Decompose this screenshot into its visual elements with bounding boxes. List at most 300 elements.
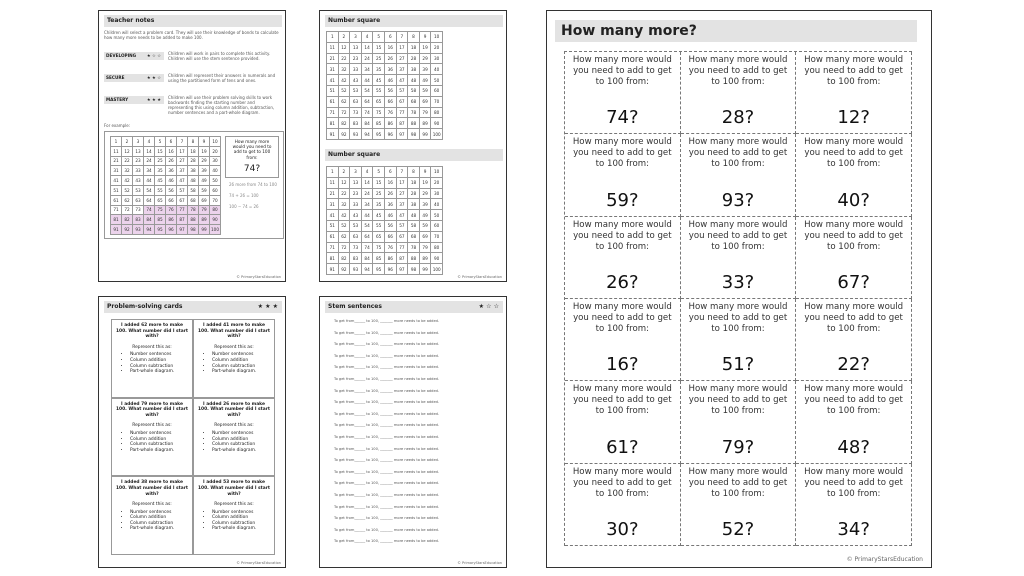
number-cell: 36 <box>166 166 177 176</box>
represent-label: Represent this as: <box>214 502 254 508</box>
question-card[interactable] <box>796 381 912 463</box>
number-cell: 56 <box>385 221 397 232</box>
number-cell: 8 <box>408 32 420 43</box>
question-text: How many more would you need to add to get to 100 from: <box>572 302 672 334</box>
number-cell: 57 <box>397 86 409 97</box>
number-cell: 70 <box>210 196 221 206</box>
question-number: 34? <box>837 519 870 540</box>
number-cell: 8 <box>188 137 199 147</box>
question-number: 16? <box>606 354 639 376</box>
number-cell: 69 <box>420 232 432 243</box>
problem-card[interactable] <box>111 319 193 398</box>
number-cell: 13 <box>350 178 362 189</box>
number-cell: 85 <box>155 215 166 225</box>
question-number: 26? <box>606 272 639 293</box>
number-cell: 42 <box>122 176 133 186</box>
number-cell: 75 <box>373 108 385 119</box>
number-cell: 37 <box>397 64 409 75</box>
number-cell: 34 <box>144 166 155 176</box>
stem-title: Stem sentences <box>328 303 382 310</box>
number-cell: 67 <box>397 232 409 243</box>
representation-item: • Column subtraction <box>212 442 270 448</box>
number-cell: 17 <box>397 178 409 189</box>
question-card[interactable] <box>681 299 797 381</box>
stem-sentence: To get from______ to 100, _______ more needs to be added. <box>334 434 440 439</box>
number-cell: 48 <box>188 176 199 186</box>
number-cell: 15 <box>155 147 166 157</box>
number-cell: 9 <box>199 137 210 147</box>
number-cell: 39 <box>199 166 210 176</box>
example-notes <box>229 182 281 215</box>
number-cell: 92 <box>339 264 351 275</box>
number-cell: 87 <box>397 253 409 264</box>
number-cell: 76 <box>166 206 177 216</box>
number-cell: 85 <box>373 253 385 264</box>
problem-question: I added 26 more to make 100. What number did I start with? <box>198 401 270 418</box>
number-cell: 94 <box>144 225 155 235</box>
number-cell: 40 <box>431 199 443 210</box>
question-text: How many more would you need to add to get to 100 from: <box>572 137 672 170</box>
number-cell: 96 <box>166 225 177 235</box>
stem-sentence: To get from______ to 100, _______ more needs to be added. <box>334 492 440 497</box>
number-cell: 43 <box>350 210 362 221</box>
number-cell: 30 <box>431 189 443 200</box>
number-cell: 93 <box>133 225 144 235</box>
number-cell: 31 <box>327 199 339 210</box>
number-cell: 54 <box>362 86 374 97</box>
question-card[interactable] <box>565 52 681 134</box>
number-cell: 4 <box>144 137 155 147</box>
number-cell: 71 <box>111 206 122 216</box>
represent-label: Represent this as: <box>214 423 254 429</box>
number-cell: 75 <box>155 206 166 216</box>
represent-label: Represent this as: <box>132 344 172 350</box>
number-cell: 60 <box>431 86 443 97</box>
number-cell: 42 <box>339 75 351 86</box>
number-cell: 94 <box>362 129 374 140</box>
level-row <box>104 95 282 117</box>
question-number: 12? <box>837 107 870 129</box>
level-description: Children will work in pairs to complete this activity. Children will use the stem sentence provided. <box>168 51 271 61</box>
question-card-grid <box>564 51 912 546</box>
number-cell: 62 <box>339 97 351 108</box>
number-cell: 15 <box>373 43 385 54</box>
number-cell: 26 <box>385 54 397 65</box>
problem-card-grid <box>111 319 275 555</box>
number-cell: 36 <box>385 64 397 75</box>
number-cell: 40 <box>431 64 443 75</box>
number-cell: 74 <box>362 243 374 254</box>
question-text: How many more would you need to add to get to 100 from: <box>804 219 904 252</box>
problem-card[interactable] <box>193 398 275 477</box>
number-cell: 84 <box>362 118 374 129</box>
question-number: 48? <box>837 436 870 458</box>
example-box <box>104 131 284 239</box>
representation-item: • Part-whole diagram. <box>212 369 270 375</box>
number-cell: 38 <box>408 64 420 75</box>
question-card[interactable] <box>565 381 681 463</box>
number-cell: 15 <box>373 178 385 189</box>
number-cell: 88 <box>408 253 420 264</box>
number-cell: 6 <box>385 167 397 178</box>
number-cell: 24 <box>144 157 155 167</box>
represent-label: Represent this as: <box>214 344 254 350</box>
question-text: How many more would you need to add to get to 100 from: <box>572 55 672 87</box>
number-cell: 3 <box>350 167 362 178</box>
number-cell: 28 <box>408 189 420 200</box>
number-cell: 76 <box>385 108 397 119</box>
question-number: 52? <box>721 519 755 540</box>
number-cell: 49 <box>420 210 432 221</box>
question-text: How many more would you need to add to get to 100 from: <box>572 466 672 499</box>
number-cell: 73 <box>133 206 144 216</box>
question-number: 30? <box>606 519 639 540</box>
number-cell: 64 <box>362 97 374 108</box>
number-cell: 85 <box>373 118 385 129</box>
number-cell: 1 <box>111 137 122 147</box>
number-cell: 20 <box>210 147 221 157</box>
representation-item: • Number sentences <box>212 510 270 516</box>
number-cell: 10 <box>431 167 443 178</box>
number-cell: 11 <box>327 178 339 189</box>
stem-sentence: To get from______ to 100, _______ more needs to be added. <box>334 516 440 521</box>
problem-card[interactable] <box>193 476 275 555</box>
number-cell: 33 <box>133 166 144 176</box>
stem-sentence: To get from______ to 100, _______ more needs to be added. <box>334 423 440 428</box>
number-cell: 44 <box>362 75 374 86</box>
number-cell: 7 <box>397 167 409 178</box>
number-cell: 95 <box>373 129 385 140</box>
number-cell: 88 <box>188 215 199 225</box>
problem-question: I added 53 more to make 100. What number did I start with? <box>198 480 270 497</box>
number-cell: 65 <box>373 232 385 243</box>
number-cell: 79 <box>420 243 432 254</box>
number-cell: 10 <box>210 137 221 147</box>
number-cell: 13 <box>133 147 144 157</box>
number-cell: 19 <box>420 178 432 189</box>
number-cell: 79 <box>420 108 432 119</box>
stem-sentence: To get from______ to 100, _______ more needs to be added. <box>334 469 440 474</box>
number-cell: 76 <box>385 243 397 254</box>
number-cell: 10 <box>431 32 443 43</box>
question-number: 51? <box>721 354 755 376</box>
number-cell: 60 <box>431 221 443 232</box>
question-text: How many more would you need to add to get to 100 from: <box>804 384 904 417</box>
representation-item: • Number sentences <box>212 352 270 358</box>
number-cell: 84 <box>362 253 374 264</box>
number-cell: 44 <box>362 210 374 221</box>
number-cell: 25 <box>373 189 385 200</box>
number-cell: 78 <box>408 243 420 254</box>
number-cell: 55 <box>373 221 385 232</box>
representation-item: • Part-whole diagram. <box>212 448 270 454</box>
question-number: 59? <box>606 189 639 211</box>
question-number: 61? <box>606 436 639 458</box>
number-cell: 43 <box>350 75 362 86</box>
number-cell: 14 <box>144 147 155 157</box>
number-cell: 100 <box>431 264 443 275</box>
level-badge <box>104 52 164 60</box>
question-card[interactable] <box>681 52 797 134</box>
number-cell: 35 <box>373 64 385 75</box>
number-square-sheet[interactable] <box>319 10 507 282</box>
number-cell: 78 <box>408 108 420 119</box>
number-cell: 3 <box>133 137 144 147</box>
number-cell: 51 <box>327 86 339 97</box>
question-text: How many more would you need to add to get to 100 from: <box>688 137 788 170</box>
sheet-title: Teacher notes <box>104 15 282 27</box>
number-cell: 93 <box>350 129 362 140</box>
number-cell: 30 <box>431 54 443 65</box>
number-cell: 98 <box>408 264 420 275</box>
number-cell: 80 <box>431 243 443 254</box>
number-cell: 63 <box>350 97 362 108</box>
problem-cards-title: Problem-solving cards <box>107 303 183 310</box>
number-cell: 47 <box>397 210 409 221</box>
stem-sentence: To get from______ to 100, _______ more needs to be added. <box>334 539 440 544</box>
number-cell: 86 <box>166 215 177 225</box>
question-card[interactable] <box>681 464 797 546</box>
number-cell: 77 <box>177 206 188 216</box>
question-card[interactable] <box>796 134 912 216</box>
number-cell: 98 <box>188 225 199 235</box>
stem-sentences-sheet[interactable] <box>319 296 507 568</box>
question-card[interactable] <box>796 299 912 381</box>
number-cell: 39 <box>420 64 432 75</box>
number-cell: 2 <box>122 137 133 147</box>
question-card[interactable] <box>565 464 681 546</box>
number-cell: 72 <box>339 243 351 254</box>
number-cell: 18 <box>408 43 420 54</box>
stem-sentence: To get from______ to 100, _______ more needs to be added. <box>334 481 440 486</box>
number-cell: 98 <box>408 129 420 140</box>
number-cell: 37 <box>177 166 188 176</box>
number-cell: 41 <box>327 210 339 221</box>
level-stars: ★ ★ ★ <box>146 97 161 102</box>
number-cell: 90 <box>210 215 221 225</box>
number-cell: 66 <box>385 232 397 243</box>
number-cell: 21 <box>327 189 339 200</box>
number-cell: 89 <box>199 215 210 225</box>
number-cell: 30 <box>210 157 221 167</box>
number-cell: 56 <box>166 186 177 196</box>
representation-list <box>198 510 270 532</box>
number-cell: 5 <box>373 32 385 43</box>
number-cell: 17 <box>177 147 188 157</box>
example-card <box>225 136 279 178</box>
level-description: Children will use their problem solving skills to work backwards finding the starting number and representing this using column addition, subtraction, number sentences and a part-whole diagram. <box>168 95 275 115</box>
representation-item: • Column addition <box>212 358 270 364</box>
footer: © PrimaryStarsEducation <box>236 275 281 279</box>
representation-item: • Part-whole diagram. <box>130 448 188 454</box>
question-text: How many more would you need to add to get to 100 from: <box>804 302 904 334</box>
for-example-label: For example: <box>104 123 131 128</box>
number-cell: 23 <box>350 189 362 200</box>
number-cell: 47 <box>177 176 188 186</box>
number-cell: 70 <box>431 232 443 243</box>
number-cell: 41 <box>327 75 339 86</box>
number-cell: 40 <box>210 166 221 176</box>
question-card[interactable] <box>681 381 797 463</box>
number-cell: 11 <box>111 147 122 157</box>
example-card-number: 74? <box>243 163 261 174</box>
number-cell: 73 <box>350 108 362 119</box>
problem-solving-sheet[interactable] <box>98 296 286 568</box>
level-name: MASTERY <box>106 97 129 102</box>
question-number: 22? <box>837 354 870 376</box>
number-cell: 53 <box>350 86 362 97</box>
problem-card[interactable] <box>193 319 275 398</box>
how-many-more-sheet[interactable] <box>546 10 932 568</box>
number-cell: 87 <box>177 215 188 225</box>
star-rating: ★ ★ ★ <box>257 303 278 310</box>
number-cell: 13 <box>350 43 362 54</box>
footer: © PrimaryStarsEducation <box>457 561 502 565</box>
number-cell: 62 <box>339 232 351 243</box>
representation-item: • Part-whole diagram. <box>212 526 270 532</box>
number-cell: 50 <box>431 75 443 86</box>
question-card[interactable] <box>681 134 797 216</box>
number-cell: 68 <box>408 97 420 108</box>
question-number: 74? <box>606 107 639 129</box>
number-cell: 17 <box>397 43 409 54</box>
number-cell: 93 <box>350 264 362 275</box>
number-cell: 99 <box>199 225 210 235</box>
number-cell: 2 <box>339 32 351 43</box>
question-text: How many more would you need to add to get to 100 from: <box>688 219 788 252</box>
number-cell: 12 <box>339 43 351 54</box>
question-card[interactable] <box>681 217 797 299</box>
question-card[interactable] <box>565 134 681 216</box>
number-cell: 7 <box>397 32 409 43</box>
number-cell: 32 <box>339 64 351 75</box>
number-cell: 61 <box>327 97 339 108</box>
number-cell: 41 <box>111 176 122 186</box>
number-cell: 58 <box>188 186 199 196</box>
number-cell: 49 <box>420 75 432 86</box>
number-cell: 45 <box>373 75 385 86</box>
representation-list <box>116 352 188 374</box>
number-cell: 26 <box>166 157 177 167</box>
level-description: Children will represent their answers in numerals and using the partitioned form of tens and ones. <box>168 73 276 83</box>
number-cell: 64 <box>144 196 155 206</box>
number-cell: 83 <box>350 253 362 264</box>
number-cell: 54 <box>144 186 155 196</box>
example-card-text: How many more would you need to add to get to 100 from: <box>232 139 272 160</box>
number-cell: 61 <box>111 196 122 206</box>
number-cell: 99 <box>420 129 432 140</box>
number-cell: 38 <box>188 166 199 176</box>
number-cell: 3 <box>350 32 362 43</box>
number-cell: 6 <box>385 32 397 43</box>
number-cell: 20 <box>431 43 443 54</box>
number-cell: 18 <box>408 178 420 189</box>
stem-sentence-list <box>334 319 499 551</box>
number-cell: 88 <box>408 118 420 129</box>
number-cell: 14 <box>362 43 374 54</box>
question-card[interactable] <box>565 217 681 299</box>
number-cell: 4 <box>362 32 374 43</box>
number-cell: 69 <box>199 196 210 206</box>
intro-text: Children will select a problem card. They will use their knowledge of bonds to calculate how many more needs to be added to make 100. <box>104 30 279 40</box>
number-cell: 7 <box>177 137 188 147</box>
representation-list <box>116 510 188 532</box>
number-cell: 71 <box>327 108 339 119</box>
question-card[interactable] <box>796 52 912 134</box>
number-cell: 92 <box>339 129 351 140</box>
number-cell: 50 <box>210 176 221 186</box>
problem-card[interactable] <box>111 476 193 555</box>
number-cell: 19 <box>420 43 432 54</box>
example-note: 74 + 26 = 100 <box>229 193 259 198</box>
number-cell: 9 <box>420 32 432 43</box>
number-cell: 55 <box>155 186 166 196</box>
number-cell: 28 <box>188 157 199 167</box>
question-card[interactable] <box>565 299 681 381</box>
stem-sentence: To get from______ to 100, _______ more needs to be added. <box>334 400 440 405</box>
question-text: How many more would you need to add to get to 100 from: <box>688 55 788 87</box>
number-cell: 100 <box>210 225 221 235</box>
number-cell: 60 <box>210 186 221 196</box>
question-text: How many more would you need to add to get to 100 from: <box>688 384 788 417</box>
number-cell: 65 <box>373 97 385 108</box>
number-cell: 22 <box>339 54 351 65</box>
problem-question: I added 38 more to make 100. What number did I start with? <box>116 480 188 497</box>
number-cell: 80 <box>431 108 443 119</box>
number-cell: 81 <box>327 253 339 264</box>
number-cell: 74 <box>144 206 155 216</box>
number-cell: 21 <box>111 157 122 167</box>
number-cell: 67 <box>397 97 409 108</box>
representation-item: • Column subtraction <box>212 521 270 527</box>
number-cell: 27 <box>177 157 188 167</box>
number-cell: 52 <box>339 221 351 232</box>
number-cell: 55 <box>373 86 385 97</box>
example-note: 100 − 74 = 26 <box>229 204 259 209</box>
number-cell: 12 <box>339 178 351 189</box>
number-cell: 16 <box>385 178 397 189</box>
level-row <box>104 73 282 95</box>
number-cell: 92 <box>122 225 133 235</box>
number-cell: 53 <box>350 221 362 232</box>
stem-sentence: To get from______ to 100, _______ more needs to be added. <box>334 365 440 370</box>
number-cell: 56 <box>385 86 397 97</box>
number-cell: 89 <box>420 253 432 264</box>
stem-sentence: To get from______ to 100, _______ more needs to be added. <box>334 376 440 381</box>
problem-card[interactable] <box>111 398 193 477</box>
example-note: 26 more from 74 to 100 <box>229 182 277 187</box>
number-cell: 36 <box>385 199 397 210</box>
number-cell: 23 <box>350 54 362 65</box>
number-cell: 90 <box>431 253 443 264</box>
number-cell: 46 <box>385 75 397 86</box>
sheet-title <box>325 301 503 313</box>
question-text: How many more would you need to add to get to 100 from: <box>572 219 672 252</box>
question-card[interactable] <box>796 217 912 299</box>
number-cell: 37 <box>397 199 409 210</box>
number-cell: 74 <box>362 108 374 119</box>
number-cell: 70 <box>431 97 443 108</box>
teacher-notes-sheet[interactable] <box>98 10 286 282</box>
question-number: 79? <box>721 436 755 458</box>
number-cell: 25 <box>373 54 385 65</box>
number-cell: 57 <box>397 221 409 232</box>
number-cell: 2 <box>339 167 351 178</box>
number-cell: 26 <box>385 189 397 200</box>
question-card[interactable] <box>796 464 912 546</box>
question-number: 40? <box>837 189 870 211</box>
number-cell: 81 <box>327 118 339 129</box>
